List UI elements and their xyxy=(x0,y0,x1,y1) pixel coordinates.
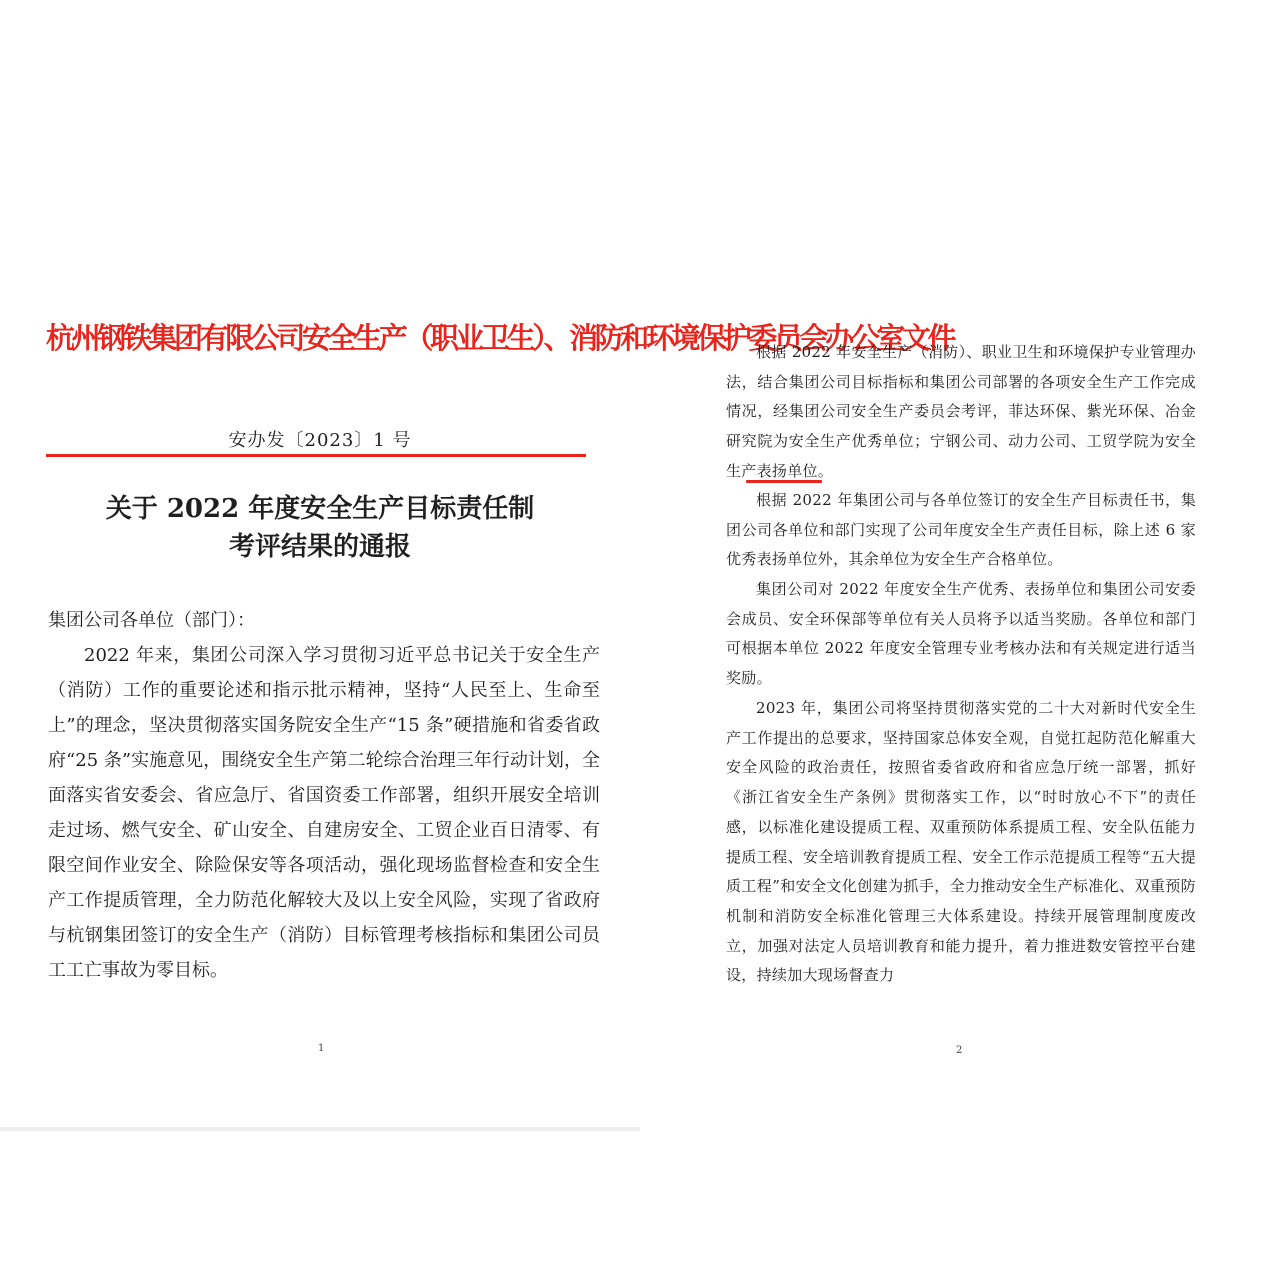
document-number: 安办发〔2023〕1 号 xyxy=(228,430,412,451)
document-header-title: 杭州钢铁集团有限公司安全生产（职业卫生）、消防和环境保护委员会办公室文件 xyxy=(46,321,954,355)
body-paragraph-2-4: 2023 年，集团公司将坚持贯彻落实党的二十大对新时代安全生产工作提出的总要求，坚持国家总体安全观，自觉扛起防范化解重大安全风险的政治责任，按照省委省政府和省应急厅统一部署，抓好《浙江省安全生产条例》贯彻落实工作，以“时时放心不下”的责任感，以标准化建设提质工程、双重预防体系提质工程、安全队伍能力提质工程、安全培训教育提质工程、安全工作示范提质工程等“五大提质工程”和安全文化创建为抓手，全力推动安全生产标准化、双重预防机制和消防安全标准化管理三大体系建设。持续开展管理制度废改立，加强对法定人员培训教育和能力提升，着力推进数安管控平台建设，持续加大现场督查力 xyxy=(726,699,1196,985)
body-paragraph-2-1: 根据 2022 年安全生产（消防）、职业卫生和环境保护专业管理办法，结合集团公司目标指标和集团公司部署的各项安全生产工作完成情况，经集团公司安全生产委员会考评，菲达环保、紫光环保、冶金研究院为安全生产优秀单位；宁钢公司、动力公司、工贸学院为安全生产表扬单位。 xyxy=(726,343,1196,480)
title-line-1: 关于 2022 年度安全生产目标责任制 xyxy=(105,494,535,524)
red-divider-line xyxy=(46,454,586,457)
page-2 xyxy=(640,0,1280,1280)
salutation: 集团公司各单位（部门）： xyxy=(48,610,255,631)
body-paragraph-2-2: 根据 2022 年集团公司与各单位签订的安全生产目标责任书，集团公司各单位和部门实现了公司年度安全生产责任目标，除上述 6 家优秀表扬单位外，其余单位为安全生产合格单位。 xyxy=(726,491,1196,569)
title-line-2: 考评结果的通报 xyxy=(228,532,411,562)
red-highlight-underline xyxy=(746,480,822,483)
page-number: 1 xyxy=(318,1043,325,1054)
body-paragraph-1: 2022 年来，集团公司深入学习贯彻习近平总书记关于安全生产（消防）工作的重要论述和指示批示精神，坚持“人民至上、生命至上”的理念，坚决贯彻落实国务院安全生产“15 条”硬措施和省委省政府“25 条”实施意见，围绕安全生产第二轮综合治理三年行动计划，全面落实省安委会、省应急厅、省国资委工作部署，组织开展安全培训走过场、燃气安全、矿山安全、自建房安全、工贸企业百日清零、有限空间作业安全、除险保安等各项活动，强化现场监督检查和安全生产工作提质管理，全力防范化解较大及以上安全风险，实现了省政府与杭钢集团签订的安全生产（消防）目标管理考核指标和集团公司员工工亡事故为零目标。 xyxy=(48,645,600,981)
body-paragraph-2-3: 集团公司对 2022 年度安全生产优秀、表扬单位和集团公司安委会成员、安全环保部等单位有关人员将予以适当奖励。各单位和部门可根据本单位 2022 年度安全管理专业考核办法和有关规定进行适当奖励。 xyxy=(726,580,1196,688)
document-title xyxy=(0,490,640,566)
page-separator xyxy=(0,1127,640,1131)
page-number: 2 xyxy=(956,1045,963,1056)
